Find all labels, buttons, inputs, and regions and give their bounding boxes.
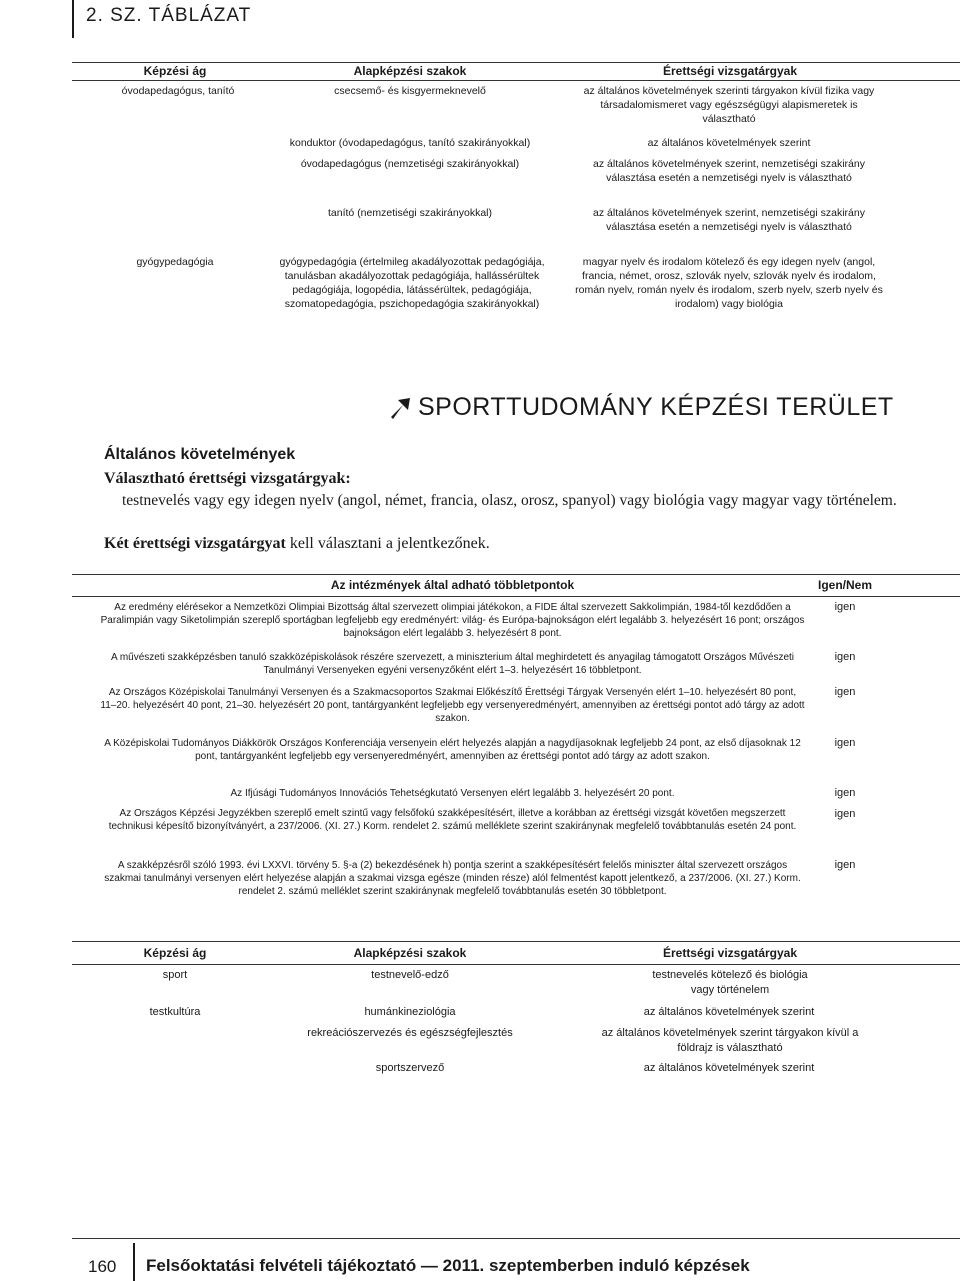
t2-row-7-value: igen <box>834 859 856 871</box>
t1-row3-szak: óvodapedagógus (nemzetiségi szakirányokkal) <box>300 158 520 170</box>
t3-row3-szak: rekreációszervezés és egészségfejlesztés <box>307 1027 513 1039</box>
t2-row-6: Az Országos Képzési Jegyzékben szereplő emelt szintű vagy felsőfokú szakképesítésért, illetve a korábban az érettségi vizsgát követően megszerzett technikusi képesítő bizonyítványért, a 237/2006. (XI. 27.) Korm. rendelet 2. számú melléklete szerint szakiránynak megfelelő továbbtanulás esetén 24 pont. <box>108 808 797 832</box>
table1-top-rule <box>72 62 960 63</box>
section-title: SPORTTUDOMÁNY KÉPZÉSI TERÜLET <box>418 393 894 421</box>
t2-header-value: Igen/Nem <box>817 578 872 592</box>
t3-row3-targy: az általános követelmények szerint tárgyakon kívül a földrajz is választható <box>601 1027 859 1054</box>
t3-header-targy: Érettségi vizsgatárgyak <box>662 946 798 960</box>
t1-row5-targy: magyar nyelv és irodalom kötelező és egy idegen nyelv (angol, francia, német, orosz, szlovák nyelv, szlovák nyelv és irodalom, román nyelv, román nyelv és irodalom, szerb nyelv, szerb nyelv és irodalom) vagy biológia <box>575 256 883 310</box>
t1-row1-szak: csecsemő- és kisgyermeknevelő <box>334 85 486 97</box>
t1-row1-targy: az általános követelmények szerinti tárgyakon kívül fizika vagy társadalomismeret vagy egészségügyi alapismeretek is választható <box>583 85 875 125</box>
choice-text: testnevelés vagy egy idegen nyelv (angol, német, francia, olasz, orosz, spanyol) vagy biológia vagy magyar vagy történelem. <box>122 492 897 509</box>
table3-header-rule <box>72 964 960 965</box>
t3-header-ag: Képzési ág <box>143 946 207 960</box>
t3-row2-targy: az általános követelmények szerint <box>643 1006 815 1018</box>
t3-header-szak: Alapképzési szakok <box>353 946 467 960</box>
t2-row-5-value: igen <box>834 787 856 799</box>
table2-top-rule <box>72 574 960 575</box>
t2-row-6-value: igen <box>834 808 856 820</box>
t2-row-4-value: igen <box>834 737 856 749</box>
table3-top-rule <box>72 941 960 942</box>
two-subjects-note <box>104 535 490 553</box>
t1-row3-targy: az általános követelmények szerint, nemzetiségi szakirány választása esetén a nemzetiségi nyelv is választható <box>593 158 865 184</box>
choice-heading: Választható érettségi vizsgatárgyak: <box>104 470 351 487</box>
t2-row-1-value: igen <box>834 601 856 613</box>
t1-row2-targy: az általános követelmények szerint <box>647 137 811 149</box>
t2-row-3-value: igen <box>834 686 856 698</box>
footer-rule <box>72 1238 960 1239</box>
two-subjects-bold: Két érettségi vizsgatárgyat <box>104 535 286 552</box>
t3-row4-targy: az általános követelmények szerint <box>643 1062 815 1074</box>
arrow-up-right-icon <box>388 396 412 420</box>
t3-row1-szak: testnevelő-edző <box>371 969 449 981</box>
t1-row5-ag: gyógypedagógia <box>136 256 214 268</box>
t3-row2-szak: humánkineziológia <box>364 1006 456 1018</box>
page-number: 160 <box>88 1257 117 1276</box>
page-header: 2. SZ. TÁBLÁZAT <box>86 5 252 26</box>
table2-header-rule <box>72 596 960 597</box>
t2-row-3: Az Országos Középiskolai Tanulmányi Versenyen és a Szakmacsoportos Szakmai Előkészítő Érettségi Tárgyak Versenyén elért 1–10. helyezésért 80 pont, 11–20. helyezésért 40 pont, 21–30. helyezésért 20 pont, tantárgyanként legfeljebb egy versenyeredményért, amennyiben az érettségi pontot adó tárgy az adott szakon. <box>100 687 805 724</box>
t1-header-szak: Alapképzési szakok <box>353 64 467 78</box>
t3-row4-szak: sportszervező <box>375 1062 445 1074</box>
header-bar <box>72 0 74 38</box>
t2-row-7: A szakképzésről szóló 1993. évi LXXVI. törvény 5. §-a (2) bekezdésének h) pontja szerint a szakképesítésért felelős miniszter által szervezett országos szakmai tanulmányi versenyen elért helyezése alapján a szakmai vizsga egésze (minden része) alól felmentést kapott jelentkező, a 237/2006. (XI. 27.) Korm. rendelet 2. számú melléklet szerint szakiránynak megfelelő továbbtanulás esetén 30 többletpont. <box>104 860 801 897</box>
t3-row1-targy: testnevelés kötelező és biológia vagy történelem <box>652 969 808 996</box>
footer-bar <box>133 1243 135 1281</box>
general-requirements-heading: Általános követelmények <box>104 446 296 463</box>
two-subjects-rest: kell választani a jelentkezőnek. <box>285 535 490 552</box>
t3-row2-ag: testkultúra <box>149 1006 201 1018</box>
t2-row-2-value: igen <box>834 651 856 663</box>
t2-row-1: Az eredmény elérésekor a Nemzetközi Olimpiai Bizottság által szervezett olimpiai játékokon, a FIDE által szervezett Sakkolimpián, 1984-től kezdődően a Paralimpián vagy Siketolimpián szereplő sportágban legfeljebb egy eredményért: világ- és Európa-bajnokságon elért legalább 3. helyezésért 16 pont; országos bajnokságon elért legalább 3. helyezésért 8 pont. <box>100 602 805 639</box>
t1-row1-ag: óvodapedagógus, tanító <box>121 85 235 97</box>
t2-header-text: Az intézmények által adható többletpontok <box>330 578 575 592</box>
t1-row4-targy: az általános követelmények szerint, nemzetiségi szakirány választása esetén a nemzetiségi nyelv is választható <box>593 207 865 233</box>
t2-row-5: Az Ifjúsági Tudományos Innovációs Tehetségkutató Versenyen elért legalább 3. helyezésért 20 pont. <box>230 788 675 799</box>
t3-row1-ag: sport <box>162 969 188 981</box>
t2-row-2: A művészeti szakképzésben tanuló szakközépiskolások részére szervezett, a miniszterium által meghirdetett és anyagilag támogatott Országos Művészeti Tanulmányi Versenyeken egyéni versenyzőként elért 1–3. helyezésért 16 többletpont. <box>110 652 795 676</box>
t1-row5-szak: gyógypedagógia (értelmileg akadályozottak pedagógiája, tanulásban akadályozottak pedagógiája, hallássérültek pedagógiája, logopédia, látássérültek, pedagógiája, szomatopedagógia, pszichopedagógia szakirányokkal) <box>279 256 545 310</box>
t1-header-ag: Képzési ág <box>143 64 207 78</box>
t2-row-4: A Középiskolai Tudományos Diákkörök Országos Konferenciája versenyein elért helyezés alapján a nagydíjasoknak legfeljebb 24 pont, az első díjasoknak 12 pont, tantárgyanként legfeljebb egy versenyeredményért, amennyiben az érettségi pontot adó tárgy az adott szakon. <box>104 738 801 762</box>
t1-header-targy: Érettségi vizsgatárgyak <box>662 64 798 78</box>
t1-row4-szak: tanító (nemzetiségi szakirányokkal) <box>328 207 492 219</box>
t1-row2-szak: konduktor (óvodapedagógus, tanító szakirányokkal) <box>289 137 531 149</box>
footer-title: Felsőoktatási felvételi tájékoztató — 2011. szeptemberben induló képzések <box>146 1256 750 1275</box>
table1-header-rule <box>72 80 960 81</box>
